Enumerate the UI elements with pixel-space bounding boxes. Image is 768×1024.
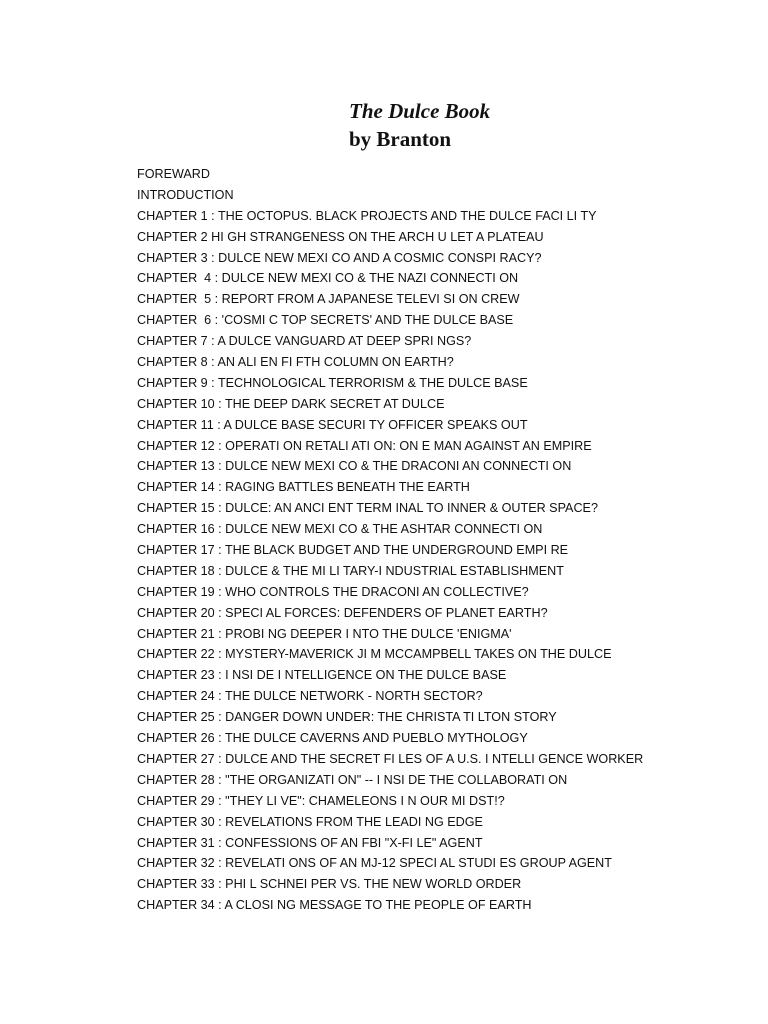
document-title: The Dulce Book [349,99,491,123]
toc-entry: CHAPTER 2 HI GH STRANGENESS ON THE ARCH U LET A PLATEAU [137,229,544,244]
toc-entry: CHAPTER 25 : DANGER DOWN UNDER: THE CHRISTA TI LTON STORY [137,710,557,725]
toc-entry: CHAPTER 1 : THE OCTOPUS. BLACK PROJECTS AND THE DULCE FACI LI TY [137,208,597,223]
toc-entry: CHAPTER 11 : A DULCE BASE SECURI TY OFFICER SPEAKS OUT [137,417,528,432]
toc-entry: INTRODUCTION [137,187,234,202]
table-of-contents [137,164,643,916]
toc-entry: CHAPTER 32 : REVELATI ONS OF AN MJ-12 SPECI AL STUDI ES GROUP AGENT [137,856,612,871]
toc-entry: CHAPTER 19 : WHO CONTROLS THE DRACONI AN COLLECTIVE? [137,584,529,599]
toc-entry: CHAPTER 10 : THE DEEP DARK SECRET AT DULCE [137,396,445,411]
toc-entry: CHAPTER 13 : DULCE NEW MEXI CO & THE DRACONI AN CONNECTI ON [137,459,572,474]
toc-entry: CHAPTER 26 : THE DULCE CAVERNS AND PUEBLO MYTHOLOGY [137,731,528,746]
toc-entry: CHAPTER 16 : DULCE NEW MEXI CO & THE ASHTAR CONNECTI ON [137,522,543,537]
toc-entry: CHAPTER 8 : AN ALI EN FI FTH COLUMN ON EARTH? [137,355,454,370]
toc-entry: CHAPTER 15 : DULCE: AN ANCI ENT TERM INAL TO INNER & OUTER SPACE? [137,501,598,516]
toc-entry: CHAPTER 21 : PROBI NG DEEPER I NTO THE DULCE 'ENIGMA' [137,626,512,641]
toc-entry: CHAPTER 27 : DULCE AND THE SECRET FI LES OF A U.S. I NTELLI GENCE WORKER [137,751,644,766]
toc-entry: CHAPTER 6 : 'COSMI C TOP SECRETS' AND THE DULCE BASE [137,313,514,328]
toc-entry: CHAPTER 29 : "THEY LI VE": CHAMELEONS I N OUR MI DST!? [137,793,505,808]
toc-entry: CHAPTER 20 : SPECI AL FORCES: DEFENDERS OF PLANET EARTH? [137,605,548,620]
toc-entry: CHAPTER 33 : PHI L SCHNEI PER VS. THE NEW WORLD ORDER [137,877,522,892]
toc-entry: CHAPTER 34 : A CLOSI NG MESSAGE TO THE PEOPLE OF EARTH [137,898,532,913]
toc-entry: CHAPTER 12 : OPERATI ON RETALI ATI ON: ON E MAN AGAINST AN EMPIRE [137,438,592,453]
document-byline: by Branton [349,127,452,151]
toc-entry: FOREWARD [137,167,210,181]
toc-entry: CHAPTER 7 : A DULCE VANGUARD AT DEEP SPRI NGS? [137,334,472,349]
toc-entry: CHAPTER 28 : "THE ORGANIZATI ON" -- I NSI DE THE COLLABORATI ON [137,772,568,787]
toc-entry: CHAPTER 3 : DULCE NEW MEXI CO AND A COSMIC CONSPI RACY? [137,250,542,265]
toc-entry: CHAPTER 18 : DULCE & THE MI LI TARY-I NDUSTRIAL ESTABLISHMENT [137,563,564,578]
toc-entry: CHAPTER 30 : REVELATIONS FROM THE LEADI NG EDGE [137,814,483,829]
toc-entry: CHAPTER 31 : CONFESSIONS OF AN FBI "X-FI LE" AGENT [137,835,483,850]
toc-entry: CHAPTER 22 : MYSTERY-MAVERICK JI M MCCAMPBELL TAKES ON THE DULCE [137,647,612,662]
toc-entry: CHAPTER 24 : THE DULCE NETWORK - NORTH SECTOR? [137,689,483,704]
toc-entry: CHAPTER 5 : REPORT FROM A JAPANESE TELEVI SI ON CREW [137,292,520,307]
toc-entry: CHAPTER 23 : I NSI DE I NTELLIGENCE ON THE DULCE BASE [137,668,507,683]
toc-entry: CHAPTER 17 : THE BLACK BUDGET AND THE UNDERGROUND EMPI RE [137,543,569,558]
toc-entry: CHAPTER 9 : TECHNOLOGICAL TERRORISM & THE DULCE BASE [137,375,528,390]
toc-entry: CHAPTER 14 : RAGING BATTLES BENEATH THE EARTH [137,480,470,495]
toc-entry: CHAPTER 4 : DULCE NEW MEXI CO & THE NAZI CONNECTI ON [137,271,519,286]
